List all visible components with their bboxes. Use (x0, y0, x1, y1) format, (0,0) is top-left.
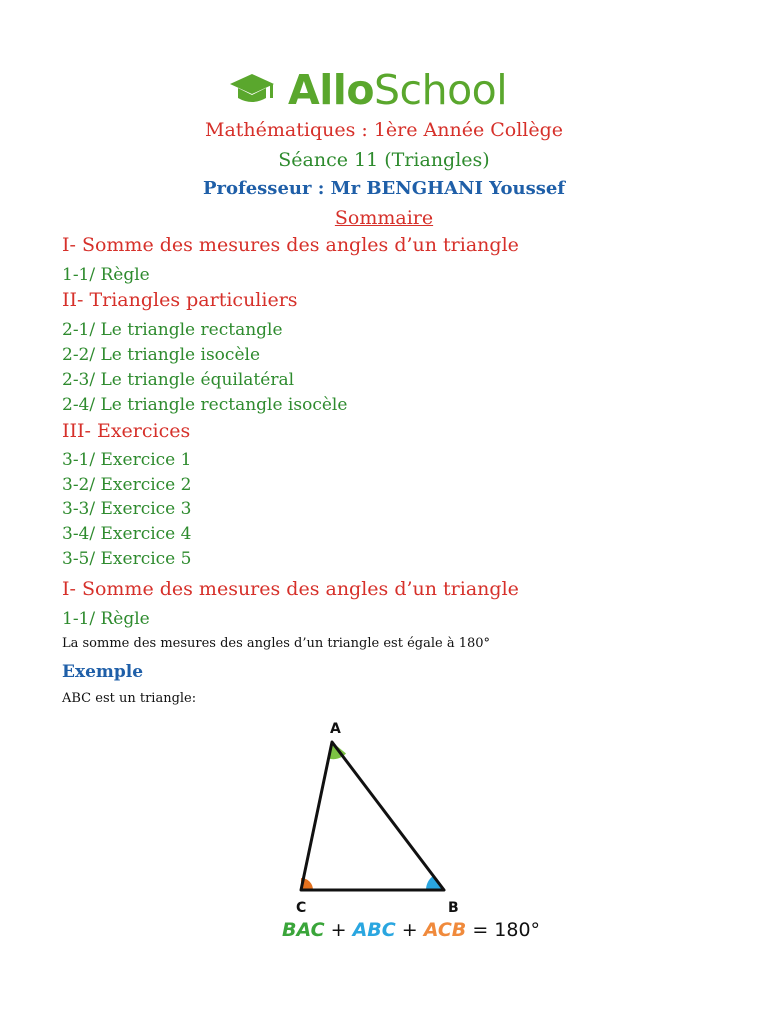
logo-text (288, 65, 508, 114)
toc-item: III- Exercices (62, 420, 191, 442)
formula-plus-1: + (330, 919, 347, 941)
toc-item: 3-1/ Exercice 1 (62, 450, 192, 470)
toc-item: II- Triangles particuliers (62, 289, 298, 311)
formula-term-acb: ACB (423, 919, 467, 941)
toc-item: 2-2/ Le triangle isocèle (62, 345, 260, 365)
formula-term-abc: ABC (352, 919, 396, 941)
vertex-label-c: C (296, 900, 307, 916)
toc-item: 3-4/ Exercice 4 (62, 524, 192, 544)
triangle-abc (301, 742, 444, 890)
section-1-subtitle: 1-1/ Règle (62, 609, 150, 629)
toc-item: 3-2/ Exercice 2 (62, 475, 192, 495)
toc-item: 1-1/ Règle (62, 265, 150, 285)
formula-term-bac: BAC (282, 919, 325, 941)
toc-item: 2-4/ Le triangle rectangle isocèle (62, 395, 348, 415)
toc-item: 3-5/ Exercice 5 (62, 549, 192, 569)
graduation-cap-icon (228, 70, 276, 110)
sommaire-heading: Sommaire (334, 207, 434, 229)
seance-title: Séance 11 (Triangles) (278, 149, 490, 171)
angle-sum-formula (282, 919, 540, 941)
vertex-label-a: A (330, 721, 341, 737)
formula-result: 180° (494, 919, 541, 941)
logo-text-normal: School (374, 65, 508, 114)
subject-title: Mathématiques : 1ère Année Collège (204, 119, 564, 141)
triangle-figure (270, 712, 530, 952)
toc-item: 2-1/ Le triangle rectangle (62, 320, 283, 340)
vertex-label-b: B (448, 900, 459, 916)
logo-text-bold: Allo (288, 65, 375, 114)
professor-name: Professeur : Mr BENGHANI Youssef (202, 178, 566, 199)
toc-item: 3-3/ Exercice 3 (62, 499, 192, 519)
example-text: ABC est un triangle: (62, 691, 197, 706)
toc-item: 2-3/ Le triangle équilatéral (62, 370, 295, 390)
rule-text: La somme des mesures des angles d’un triangle est égale à 180° (62, 636, 491, 651)
toc-item: I- Somme des mesures des angles d’un triangle (62, 234, 519, 256)
formula-plus-2: + (401, 919, 418, 941)
example-heading: Exemple (62, 662, 144, 682)
alloschool-logo (228, 64, 507, 116)
section-1-title: I- Somme des mesures des angles d’un triangle (62, 578, 519, 600)
formula-equals: = (472, 919, 489, 941)
